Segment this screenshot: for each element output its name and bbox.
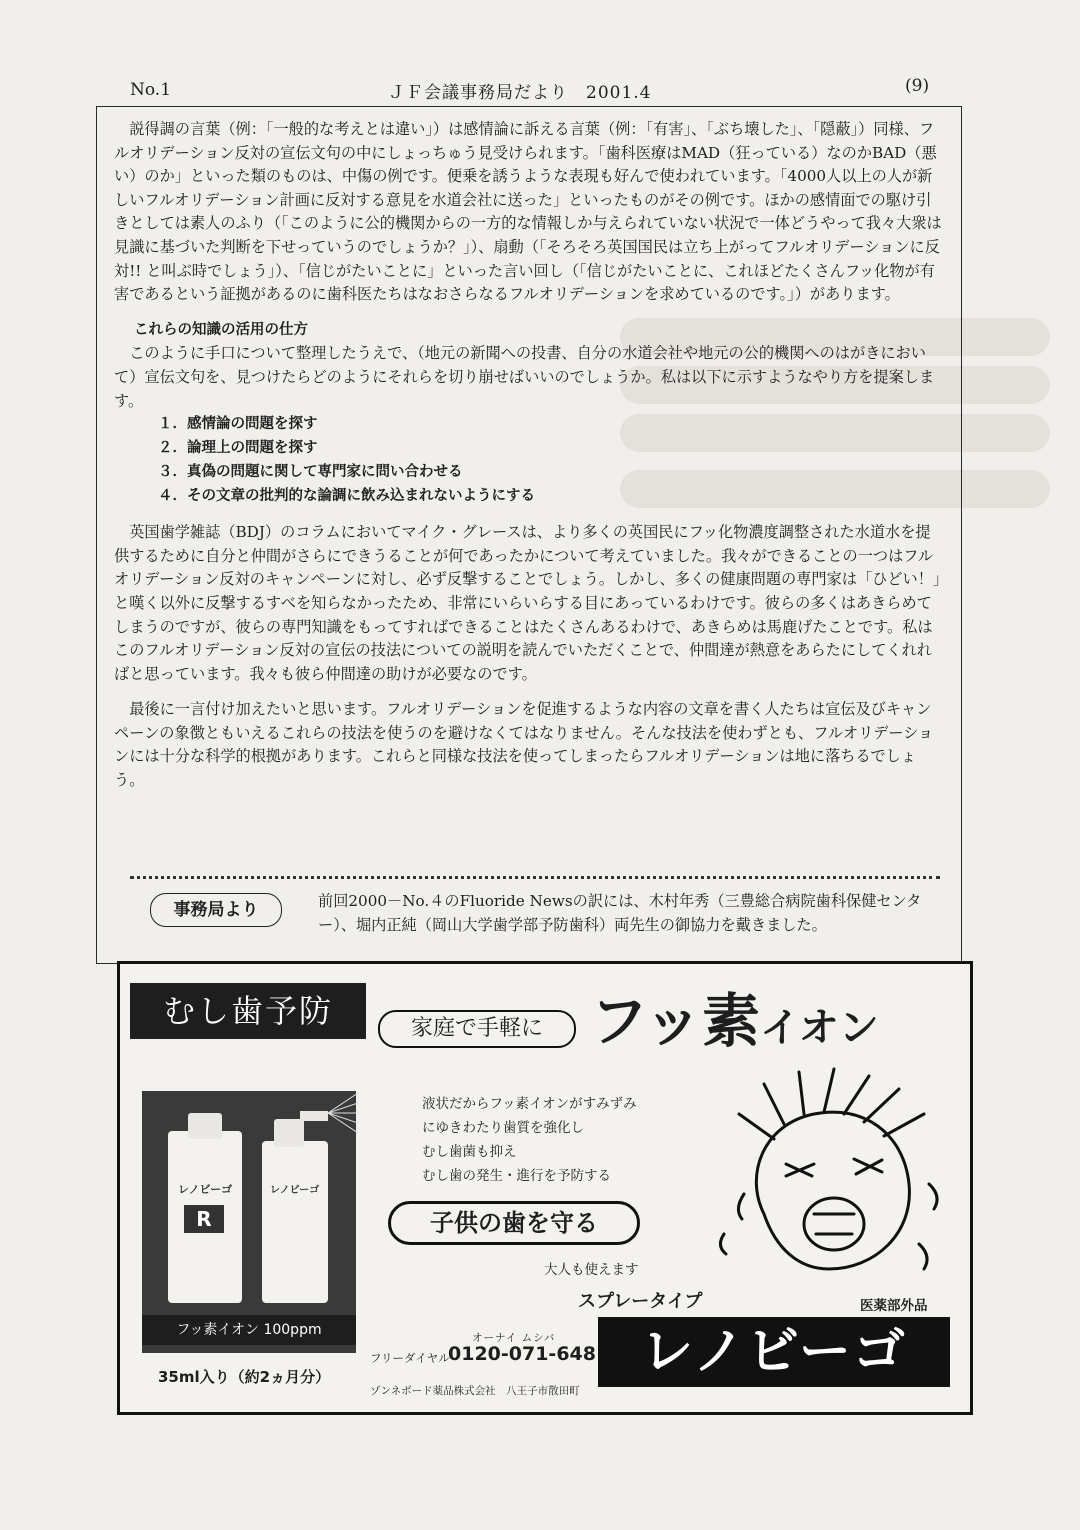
bottle-mark: R — [184, 1205, 224, 1233]
page-header — [0, 70, 1080, 110]
ad-brand — [590, 986, 879, 1063]
spray-mist-icon — [328, 1091, 358, 1151]
ad-protect-badge: 子供の歯を守る — [388, 1201, 640, 1245]
advertisement — [117, 961, 973, 1415]
product-photo — [142, 1091, 356, 1353]
ad-phone-number: 0120-071-648 — [448, 1343, 596, 1365]
ad-desc-line: むし歯菌も抑え — [422, 1144, 517, 1160]
ad-headline: むし歯予防 — [130, 983, 366, 1039]
paragraph-3: 英国歯学雑誌（BDJ）のコラムにおいてマイク・グレースは、より多くの英国民にフッ化物濃度調整された水道水を提供するために自分と仲間がさらにできうることが何であったかについて考えていました。我々ができることの一つはフルオリデーション反対のキャンペーンに対し、必ず反撃することでしょう。しかし、多くの健康問題の専門家は「ひどい！」と嘆く以外に反撃するすべを知らなかったため、非常にいらいらする目にあっているわけです。彼らの多くはあきらめてしまうのですが、彼らの専門知識をもってすればできることはたくさんあるわけで、あきらめは馬鹿げたことです。私はこのフルオリデーション反対の宣伝の技法についての説明を読んでいただくことで、仲間達が熱意をあらたにしてくれればと思っています。我々も彼ら仲間達の助けが必要なのです。 — [114, 523, 941, 683]
ad-volume: 35ml入り（約2ヵ月分） — [158, 1368, 331, 1386]
paragraph-2: このように手口について整理したうえで、（地元の新聞への投書、自分の水道会社や地元の公的機関へのはがきにおいて）宣伝文句を、見つけたらどのようにそれらを切り崩せばいいのでしょうか。私は以下に示すようなやり方を提案します。 — [114, 344, 935, 410]
step-item: ２．論理上の問題を探す — [158, 440, 318, 457]
ad-phone-reading: オーナイ ムシバ — [472, 1332, 556, 1344]
issue-number: No.1 — [130, 80, 172, 100]
step-item: １．感情論の問題を探す — [158, 416, 318, 433]
bottle-left: レノビーゴ R — [168, 1131, 242, 1303]
bottle-right: レノビーゴ — [262, 1141, 328, 1303]
ad-desc-line: むし歯の発生・進行を予防する — [422, 1168, 611, 1184]
ad-spray-type: スプレータイプ — [578, 1291, 703, 1312]
ad-company: ゾンネボード薬品株式会社 八王子市散田町 — [370, 1385, 580, 1397]
steps-list — [158, 413, 944, 509]
newsletter-title: ＪＦ会議事務局だより 2001.4 — [388, 83, 652, 103]
crying-face-illustration — [704, 1064, 964, 1304]
ad-brand-sub: イオン — [759, 1005, 879, 1051]
step-item: ４．その文章の批判的な論調に飲み込まれないようにする — [158, 488, 535, 505]
article-body — [114, 118, 944, 793]
ad-logo: レノビーゴ — [598, 1317, 950, 1387]
ad-adults: 大人も使えます — [544, 1262, 639, 1278]
page-number: (9) — [905, 76, 930, 96]
paragraph-1: 説得調の言葉（例：「一般的な考えとは違い」）は感情論に訴える言葉（例：「有害」、「ぶち壊した」、「隠蔽」）同様、フルオリデーション反対の宣伝文句の中にしょっちゅう見受けられます。「歯科医療はMAD（狂っている）なのかBAD（悪い）のか」といった類のものは、中傷の例です。便乗を誘うような表現も好んで使われています。「4000人以上の人が新しいフルオリデーション計画に反対する意見を水道会社に送った」といったものがその例です。ほかの感情面での駆け引きとしては素人のふり（「このように公的機関からの一方的な情報しか与えられていない状況で一体どうやって我々大衆は見識に基づいた判断を下せっていうのでしょうか？」）、扇動（「そろそろ英国国民は立ち上がってフルオリデーションに反対!! と叫ぶ時でしょう」）、「信じがたいことに」といった言い回し（「信じがたいことに、これほどたくさんフッ化物が有害であるという証拠があるのに歯科医たちはなおさらなるフルオリデーションを求めているのです。」）があります。 — [114, 120, 942, 304]
section-heading: これらの知識の活用の仕方 — [134, 321, 308, 338]
office-label: 事務局より — [150, 893, 282, 927]
ad-phone-label: フリーダイヤル — [370, 1351, 450, 1365]
ad-quasi-drug: 医薬部外品 — [860, 1298, 928, 1314]
dotted-divider — [130, 876, 940, 879]
step-item: ３．真偽の問題に関して専門家に問い合わせる — [158, 464, 463, 481]
bleed-through-decoration — [320, 18, 336, 58]
ad-desc-line: 液状だからフッ素イオンがすみずみ — [422, 1096, 637, 1112]
ad-pill: 家庭で手軽に — [378, 1010, 576, 1048]
office-note: 前回2000－No.４のFluoride Newsの訳には、木村年秀（三豊総合病院歯科保健センター）、堀内正純（岡山大学歯学部予防歯科）両先生の御協力を戴きました。 — [318, 892, 922, 934]
paragraph-4: 最後に一言付け加えたいと思います。フルオリデーションを促進するような内容の文章を書く人たちは宣伝及びキャンペーンの象徴ともいえるこれらの技法を使うのを避けなくてはなりません。そんな技法を使わずとも、フルオリデーションには十分な科学的根拠があります。これらと同様な技法を使ってしまったらフルオリデーションは地に落ちるでしょう。 — [114, 700, 934, 790]
ad-brand-main: フッ素 — [590, 987, 760, 1055]
photo-caption: フッ素イオン 100ppm — [142, 1315, 356, 1345]
ad-description — [422, 1092, 637, 1188]
ad-desc-line: にゆきわたり歯質を強化し — [422, 1120, 584, 1136]
